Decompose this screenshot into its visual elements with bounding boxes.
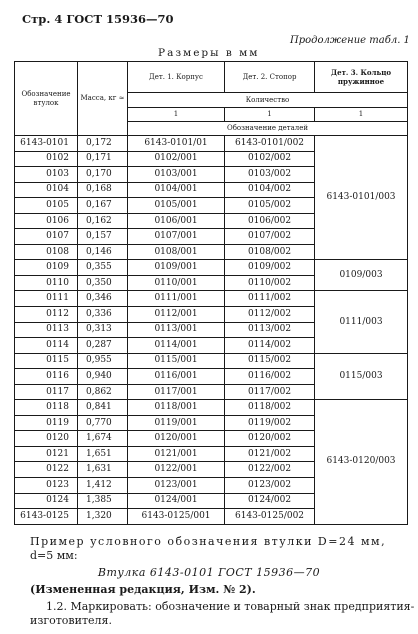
detail-2-cell: 0109/002 xyxy=(225,260,315,276)
amendment-note: (Измененная редакция, Изм. № 2). xyxy=(30,583,256,596)
detail-2-cell: 0115/002 xyxy=(225,353,315,369)
detail-3-group-cell: 0109/003 xyxy=(315,260,408,291)
code-cell: 0105 xyxy=(15,198,78,214)
table-continuation-note: Продолжение табл. 1 xyxy=(290,35,410,46)
code-cell: 6143-0101 xyxy=(15,136,78,152)
table-row xyxy=(15,353,408,369)
header-detail-designations: Обозначение деталей xyxy=(128,122,408,136)
detail-2-cell: 0124/002 xyxy=(225,493,315,509)
code-cell: 0115 xyxy=(15,353,78,369)
code-cell: 0111 xyxy=(15,291,78,307)
detail-1-cell: 0106/001 xyxy=(128,213,225,229)
code-cell: 0122 xyxy=(15,462,78,478)
code-cell: 0102 xyxy=(15,151,78,167)
mass-cell: 0,336 xyxy=(78,307,128,323)
code-cell: 6143-0125 xyxy=(15,509,78,525)
detail-1-cell: 0115/001 xyxy=(128,353,225,369)
detail-1-cell: 0118/001 xyxy=(128,400,225,416)
code-cell: 0119 xyxy=(15,415,78,431)
header-quantity: Количество xyxy=(128,93,408,108)
page-header-standard: Стр. 4 ГОСТ 15936—70 xyxy=(22,12,174,26)
mass-cell: 0,841 xyxy=(78,400,128,416)
mass-cell: 0,940 xyxy=(78,369,128,385)
code-cell: 0108 xyxy=(15,244,78,260)
header-detail-3: Дет. 3. Кольцо пружинное xyxy=(315,62,408,93)
detail-1-cell: 0113/001 xyxy=(128,322,225,338)
detail-3-group-cell: 6143-0120/003 xyxy=(315,400,408,524)
detail-2-cell: 0117/002 xyxy=(225,384,315,400)
paragraph-1-2-line-2: изготовителя. xyxy=(30,614,112,627)
detail-2-cell: 0121/002 xyxy=(225,446,315,462)
parts-table xyxy=(14,61,408,525)
table-row xyxy=(15,136,408,152)
detail-2-cell: 0104/002 xyxy=(225,182,315,198)
header-detail-1: Дет. 1. Корпус xyxy=(128,62,225,93)
detail-1-cell: 6143-0101/01 xyxy=(128,136,225,152)
dimensions-caption: Размеры в мм xyxy=(158,47,260,59)
mass-cell: 0,770 xyxy=(78,415,128,431)
code-cell: 0117 xyxy=(15,384,78,400)
detail-1-cell: 0116/001 xyxy=(128,369,225,385)
mass-cell: 0,146 xyxy=(78,244,128,260)
mass-cell: 0,168 xyxy=(78,182,128,198)
code-cell: 0110 xyxy=(15,275,78,291)
mass-cell: 1,385 xyxy=(78,493,128,509)
table-row xyxy=(15,400,408,416)
detail-1-cell: 0122/001 xyxy=(128,462,225,478)
code-cell: 0113 xyxy=(15,322,78,338)
detail-1-cell: 0121/001 xyxy=(128,446,225,462)
code-cell: 0121 xyxy=(15,446,78,462)
detail-1-cell: 6143-0125/001 xyxy=(128,509,225,525)
mass-cell: 0,287 xyxy=(78,338,128,354)
detail-1-cell: 0119/001 xyxy=(128,415,225,431)
mass-cell: 1,412 xyxy=(78,478,128,494)
detail-1-cell: 0117/001 xyxy=(128,384,225,400)
detail-2-cell: 0106/002 xyxy=(225,213,315,229)
example-designation: Втулка 6143-0101 ГОСТ 15936—70 xyxy=(97,566,321,579)
code-cell: 0118 xyxy=(15,400,78,416)
mass-cell: 1,631 xyxy=(78,462,128,478)
detail-1-cell: 0104/001 xyxy=(128,182,225,198)
detail-1-cell: 0124/001 xyxy=(128,493,225,509)
code-cell: 0116 xyxy=(15,369,78,385)
detail-2-cell: 0110/002 xyxy=(225,275,315,291)
table-row xyxy=(15,260,408,276)
mass-cell: 0,162 xyxy=(78,213,128,229)
code-cell: 0104 xyxy=(15,182,78,198)
header-detail-2: Дет. 2. Стопор xyxy=(225,62,315,93)
detail-2-cell: 0113/002 xyxy=(225,322,315,338)
detail-1-cell: 0114/001 xyxy=(128,338,225,354)
code-cell: 0114 xyxy=(15,338,78,354)
detail-2-cell: 0111/002 xyxy=(225,291,315,307)
detail-1-cell: 0120/001 xyxy=(128,431,225,447)
detail-2-cell: 0119/002 xyxy=(225,415,315,431)
code-cell: 0124 xyxy=(15,493,78,509)
detail-1-cell: 0110/001 xyxy=(128,275,225,291)
mass-cell: 0,346 xyxy=(78,291,128,307)
detail-2-cell: 0120/002 xyxy=(225,431,315,447)
code-cell: 0103 xyxy=(15,167,78,183)
mass-cell: 0,350 xyxy=(78,275,128,291)
detail-2-cell: 0122/002 xyxy=(225,462,315,478)
detail-3-group-cell: 0115/003 xyxy=(315,353,408,400)
detail-2-cell: 0123/002 xyxy=(225,478,315,494)
detail-1-cell: 0102/001 xyxy=(128,151,225,167)
code-cell: 0106 xyxy=(15,213,78,229)
mass-cell: 1,320 xyxy=(78,509,128,525)
quantity-detail-3: 1 xyxy=(315,108,408,122)
code-cell: 0112 xyxy=(15,307,78,323)
detail-2-cell: 0105/002 xyxy=(225,198,315,214)
quantity-detail-2: 1 xyxy=(225,108,315,122)
detail-2-cell: 0108/002 xyxy=(225,244,315,260)
detail-1-cell: 0108/001 xyxy=(128,244,225,260)
mass-cell: 1,651 xyxy=(78,446,128,462)
detail-2-cell: 6143-0125/002 xyxy=(225,509,315,525)
detail-2-cell: 0103/002 xyxy=(225,167,315,183)
detail-2-cell: 0102/002 xyxy=(225,151,315,167)
mass-cell: 0,171 xyxy=(78,151,128,167)
mass-cell: 0,157 xyxy=(78,229,128,245)
code-cell: 0123 xyxy=(15,478,78,494)
detail-2-cell: 0118/002 xyxy=(225,400,315,416)
mass-cell: 0,862 xyxy=(78,384,128,400)
mass-cell: 0,172 xyxy=(78,136,128,152)
detail-1-cell: 0109/001 xyxy=(128,260,225,276)
detail-1-cell: 0123/001 xyxy=(128,478,225,494)
detail-1-cell: 0112/001 xyxy=(128,307,225,323)
code-cell: 0109 xyxy=(15,260,78,276)
quantity-detail-1: 1 xyxy=(128,108,225,122)
detail-1-cell: 0103/001 xyxy=(128,167,225,183)
mass-cell: 0,355 xyxy=(78,260,128,276)
mass-cell: 0,170 xyxy=(78,167,128,183)
detail-3-group-cell: 0111/003 xyxy=(315,291,408,353)
mass-cell: 0,313 xyxy=(78,322,128,338)
detail-2-cell: 6143-0101/002 xyxy=(225,136,315,152)
mass-cell: 0,167 xyxy=(78,198,128,214)
detail-3-group-cell: 6143-0101/003 xyxy=(315,136,408,260)
header-designation: Обозначение втулок xyxy=(15,62,78,136)
header-mass: Масса, кг ≈ xyxy=(78,62,128,136)
detail-1-cell: 0107/001 xyxy=(128,229,225,245)
paragraph-1-2-line-1: 1.2. Маркировать: обозначение и товарный знак предприятия- xyxy=(46,600,415,613)
detail-2-cell: 0114/002 xyxy=(225,338,315,354)
code-cell: 0120 xyxy=(15,431,78,447)
detail-1-cell: 0111/001 xyxy=(128,291,225,307)
code-cell: 0107 xyxy=(15,229,78,245)
example-text-line-2: d=5 мм: xyxy=(30,549,78,562)
mass-cell: 0,955 xyxy=(78,353,128,369)
mass-cell: 1,674 xyxy=(78,431,128,447)
detail-2-cell: 0107/002 xyxy=(225,229,315,245)
detail-1-cell: 0105/001 xyxy=(128,198,225,214)
example-text-line-1: Пример условного обозначения втулки D=24 мм, xyxy=(30,535,387,548)
detail-2-cell: 0116/002 xyxy=(225,369,315,385)
detail-2-cell: 0112/002 xyxy=(225,307,315,323)
table-row xyxy=(15,291,408,307)
table-body xyxy=(15,136,408,525)
